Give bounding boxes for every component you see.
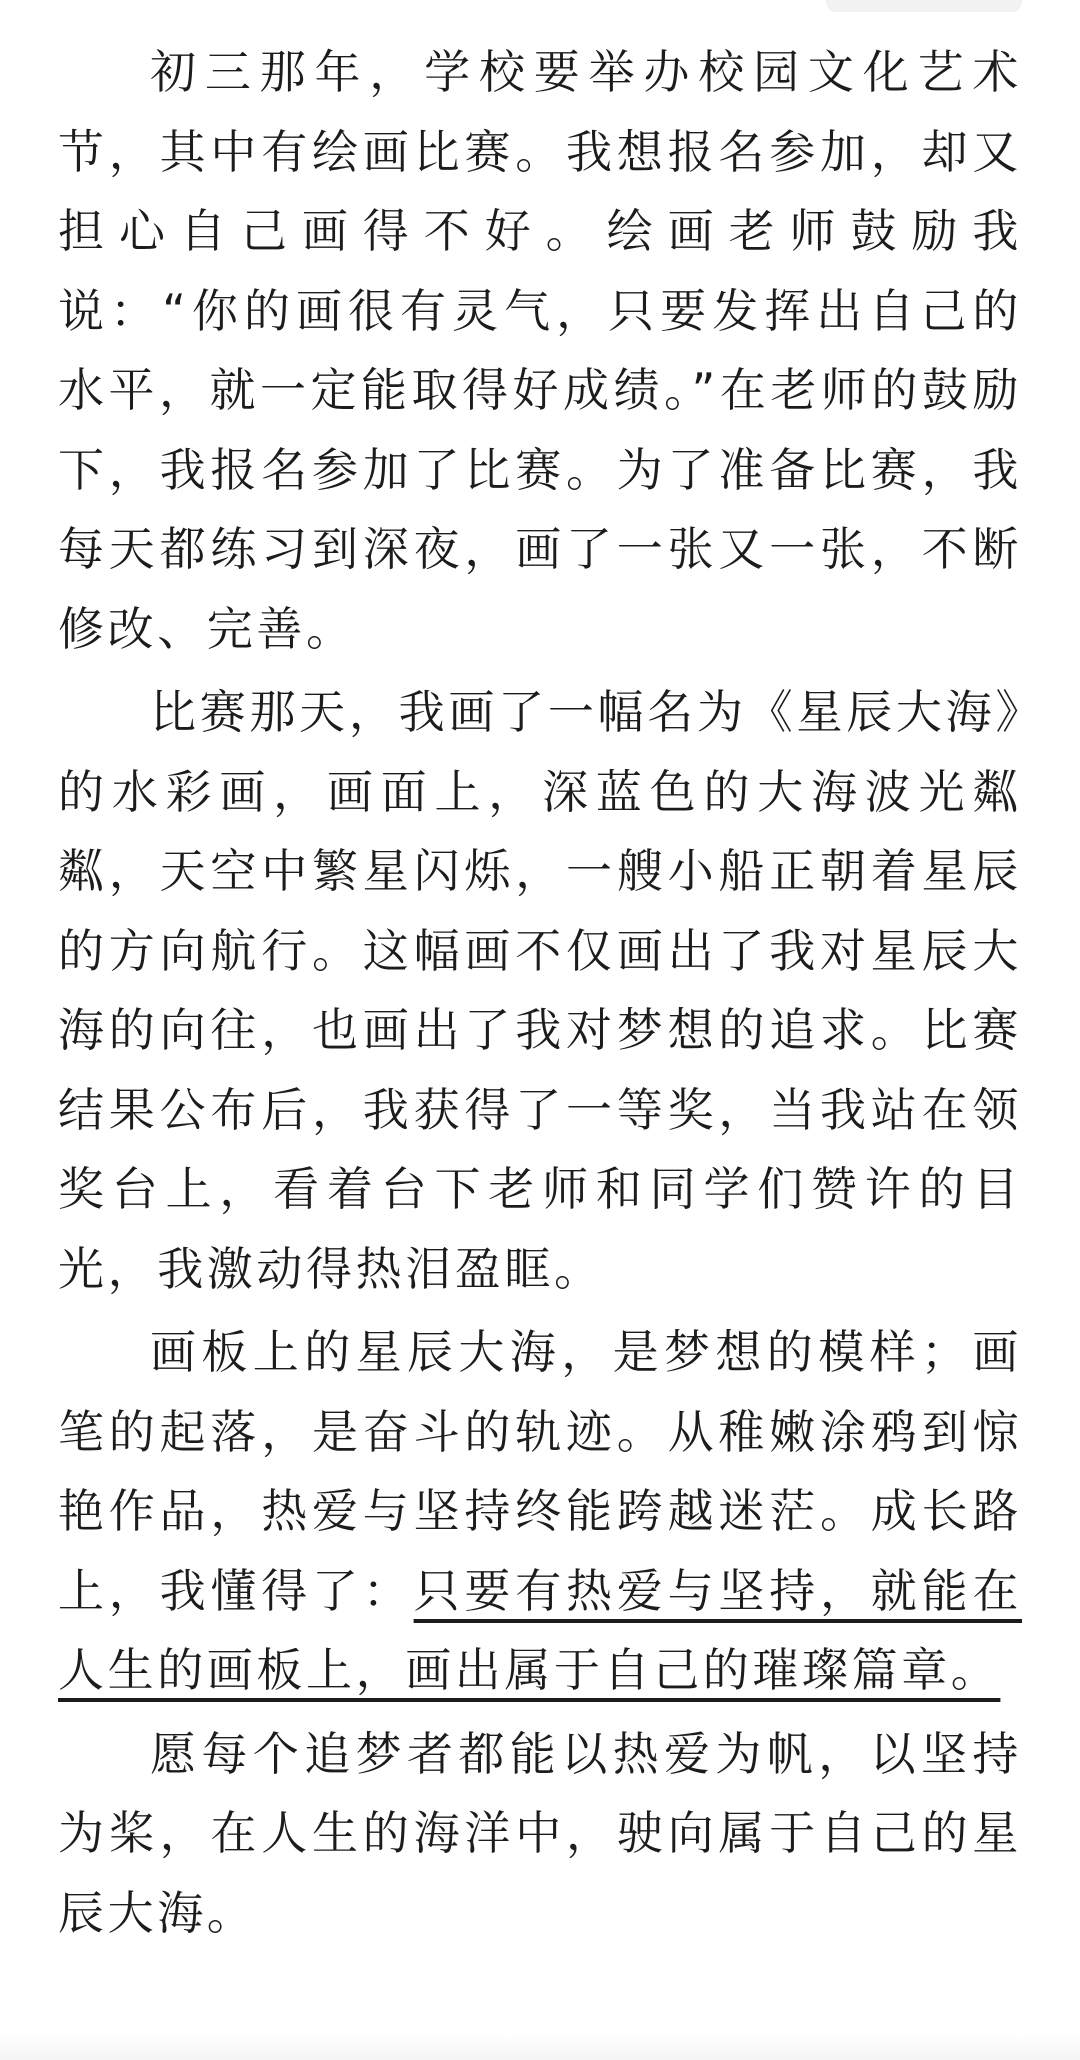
paragraph-text: 初三那年，学校要举办校园文化艺术节，其中有绘画比赛。我想报名参加，却又担心自己画得不好。绘画老师鼓励我说：“你的画很有灵气，只要发挥出自己的水平，就一定能取得好成绩。”在老师的鼓励下，我报名参加了比赛。为了准备比赛，我每天都练习到深夜，画了一张又一张，不断修改、完善。 — [58, 45, 1022, 656]
paragraph-closing-wish — [58, 1715, 1022, 1954]
underlined-key-sentence: 只要有热爱与坚持，就能在人生的画板上，画出属于自己的璀璨篇章。 — [58, 1563, 1023, 1697]
paragraph-reflection — [58, 1313, 1022, 1711]
bottom-edge-shade — [0, 2034, 1080, 2060]
paragraph-text: 画板上的星辰大海，是梦想的模样；画笔的起落，是奋斗的轨迹。从稚嫩涂鸦到惊艳作品，热爱与坚持终能跨越迷茫。成长路上，我懂得了： — [58, 1325, 1022, 1618]
paragraph-text: 比赛那天，我画了一幅名为《星辰大海》的水彩画，画面上，深蓝色的大海波光粼粼，天空中繁星闪烁，一艘小船正朝着星辰的方向航行。这幅画不仅画出了我对星辰大海的向往，也画出了我对梦想的追求。比赛结果公布后，我获得了一等奖，当我站在领奖台上，看着台下老师和同学们赞许的目光，我激动得热泪盈眶。 — [58, 685, 1022, 1296]
paragraph-contest-day — [58, 673, 1022, 1309]
top-tab-edge — [826, 0, 1022, 12]
article-body — [58, 33, 1022, 1957]
paragraph-drawing-contest-prep — [58, 33, 1022, 669]
paragraph-text: 愿每个追梦者都能以热爱为帆，以坚持为桨，在人生的海洋中，驶向属于自己的星辰大海。 — [58, 1726, 1022, 1940]
